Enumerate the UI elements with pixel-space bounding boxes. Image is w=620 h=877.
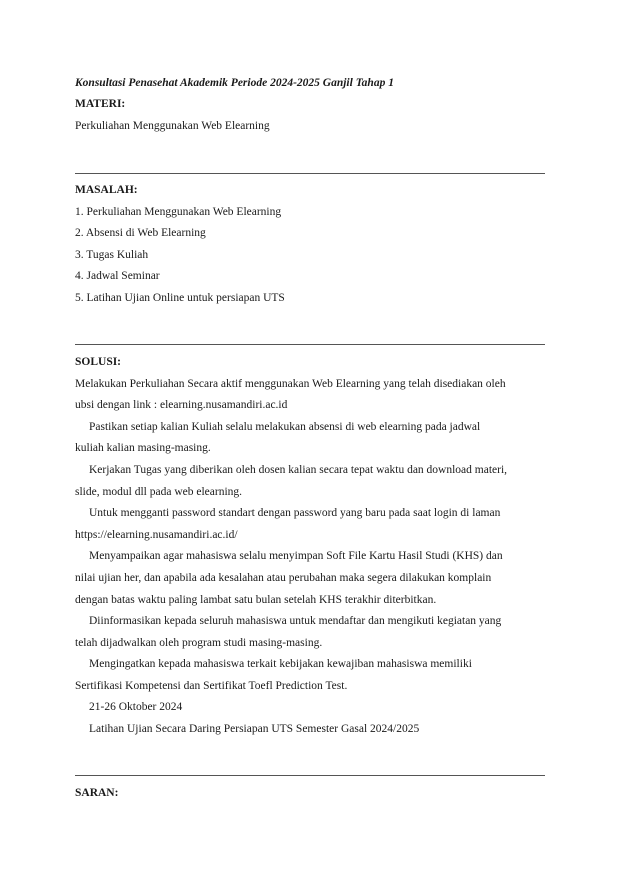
solusi-line: Menyampaikan agar mahasiswa selalu menyimpan Soft File Kartu Hasil Studi (KHS) dan <box>89 550 503 562</box>
materi-text: Perkuliahan Menggunakan Web Elearning <box>75 120 270 132</box>
solusi-line: Latihan Ujian Secara Daring Persiapan UTS Semester Gasal 2024/2025 <box>89 723 420 735</box>
solusi-line: Untuk mengganti password standart dengan password yang baru pada saat login di laman <box>89 507 501 519</box>
solusi-line: Kerjakan Tugas yang diberikan oleh dosen kalian secara tepat waktu dan download materi, <box>89 464 508 476</box>
masalah-item: 4. Jadwal Seminar <box>75 270 160 282</box>
solusi-line: slide, modul dll pada web elearning. <box>75 486 243 498</box>
solusi-line: Pastikan setiap kalian Kuliah selalu melakukan absensi di web elearning pada jadwal <box>89 421 481 433</box>
solusi-line: ubsi dengan link : elearning.nusamandiri.ac.id <box>75 399 288 411</box>
solusi-line: Mengingatkan kepada mahasiswa terkait kebijakan kewajiban mahasiswa memiliki <box>89 658 472 670</box>
section-divider <box>75 344 545 345</box>
solusi-line: Diinformasikan kepada seluruh mahasiswa untuk mendaftar dan mengikuti kegiatan yang <box>89 615 502 627</box>
masalah-item: 5. Latihan Ujian Online untuk persiapan UTS <box>75 292 285 304</box>
solusi-line: nilai ujian her, dan apabila ada kesalahan atau perubahan maka segera dilakukan komplain <box>75 572 492 584</box>
masalah-item: 2. Absensi di Web Elearning <box>75 227 206 239</box>
section-divider <box>75 173 545 174</box>
solusi-line: telah dijadwalkan oleh program studi masing-masing. <box>75 637 323 649</box>
document-title: Konsultasi Penasehat Akademik Periode 2024-2025 Ganjil Tahap 1 <box>75 77 394 89</box>
masalah-heading: MASALAH: <box>75 184 138 196</box>
masalah-item: 3. Tugas Kuliah <box>75 249 149 261</box>
saran-heading: SARAN: <box>75 787 119 799</box>
solusi-line: Melakukan Perkuliahan Secara aktif menggunakan Web Elearning yang telah disediakan oleh <box>75 378 506 390</box>
solusi-heading: SOLUSI: <box>75 356 122 368</box>
solusi-line: dengan batas waktu paling lambat satu bulan setelah KHS terakhir diterbitkan. <box>75 594 437 606</box>
solusi-line: https://elearning.nusamandiri.ac.id/ <box>75 529 238 541</box>
masalah-item: 1. Perkuliahan Menggunakan Web Elearning <box>75 206 282 218</box>
solusi-line: Sertifikasi Kompetensi dan Sertifikat Toefl Prediction Test. <box>75 680 348 692</box>
solusi-line: kuliah kalian masing-masing. <box>75 442 211 454</box>
section-divider <box>75 775 545 776</box>
solusi-line: 21-26 Oktober 2024 <box>89 701 183 713</box>
materi-heading: MATERI: <box>75 98 126 110</box>
